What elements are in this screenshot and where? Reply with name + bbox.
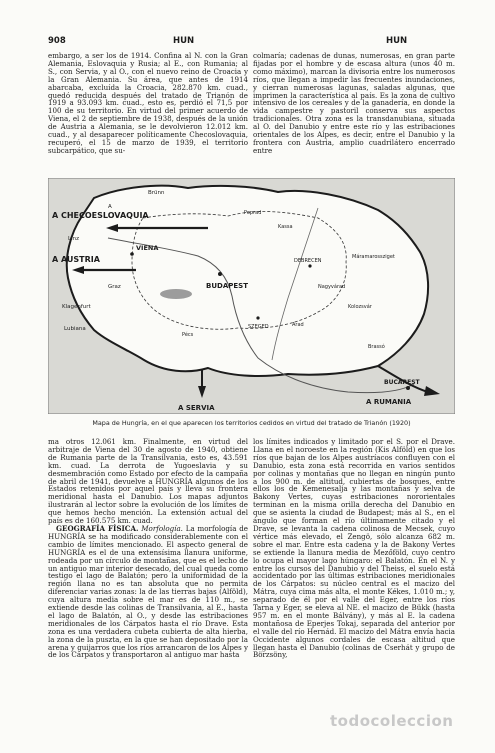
lake-balaton <box>160 289 192 299</box>
bottom-left-column <box>48 438 248 700</box>
label-debrecen: DEBRECEN <box>294 258 322 264</box>
paragraph: ma otros 12.061 km. Finalmente, en virtud del arbitraje de Viena del 30 de agosto de 1940, obtiene de Rumania parte de la Transilvania, esto es, 43.591 km. cuad. La derrota de Yugoeslavia y su desmembración como Estado por efecto de la campaña de abril de 1941, devuelve a HUNGRÍA algunos de los Estados retenidos por aquel país y lleva su frontera meridional hasta el Danubio. Los mapas adjuntos ilustrarán al lector sobre la evolución de los límites de que hemos hecho mención. La extensión actual del país es de 160.575 km. cuad. <box>48 438 248 526</box>
label-graz: Graz <box>108 284 121 290</box>
label-brunn: Brünn <box>148 190 165 196</box>
watermark: todocoleccion <box>330 712 454 730</box>
label-brasso: Brassó <box>368 344 385 350</box>
label-lubiana: Lubiana <box>64 326 86 332</box>
city-bucarest-marker <box>406 386 410 390</box>
running-head-right: HUN <box>386 36 408 46</box>
label-rumania: A RUMANIA <box>366 398 412 406</box>
label-maramaros: Máramarossziget <box>352 254 395 260</box>
map-caption: Mapa de Hungría, en el que aparecen los territorios cedidos en virtud del tratado de Trianón (1920) <box>92 419 411 427</box>
section-heading: GEOGRAFÍA FÍSICA. <box>56 523 139 533</box>
section-body: La morfología de HUNGRÍA se ha modificado considerablemente con el cambio de límites mencionado. El aspecto general de HUNGRÍA es el de una extensísima llanura uniforme, rodeada por un círculo de montañas, que es el lecho de un antiguo mar interior desecado, del cual queda como testigo el lago de Balatón; pero la uniformidad de la región llana no es tan absoluta que no permita diferenciar varias zonas: la de las tierras bajas (Alföld), cuya altura media sobre el mar es de 110 m., se extiende desde las colinas de Transilvania, al E., hasta el lago de Balatón, al O., y desde las estribaciones meridionales de los Cárpatos hasta el río Drave. Esta zona es una verdadera cubeta cubierta de alta hierba, la zona de la puszta, en la que se han depositado por la arena y guijarros que los ríos arrancaron de los Alpes y de los Cárpatos y transportaron al antiguo mar hasta <box>48 523 248 660</box>
label-pecs: Pécs <box>182 332 194 338</box>
label-nagyvarad: Nagyvárad <box>318 284 346 290</box>
page-header <box>48 36 455 48</box>
city-budapest-marker <box>218 272 222 276</box>
top-right-column <box>253 52 455 174</box>
label-bucarest: BUCAREST <box>384 379 420 386</box>
paragraph: embargo, a ser los de 1914. Confina al N. con la Gran Alemania, Eslovaquia y Rusia; al E., con Rumania; al S., con Servia, y al O., con el nuevo reino de Croacia y la Gran Alemania. Su área, que antes de 1914 abarcaba, excluída la Croacia, 282.870 km. cuad., quedó reducida después del tratado de Trianón de 1919 a 93.093 km. cuad., esto es, perdió el 71,5 por 100 de su territorio. En virtud del primer acuerdo de Viena, el 2 de septiembre de 1938, después de la unión de Austria a Alemania, se le devolvieron 12.012 km. cuad., y al desaparecer políticamente Checoslovaquia, recuperó, el 15 de marzo de 1939, el territorio subcarpático, que su- <box>48 52 248 155</box>
hungary-map <box>48 178 455 414</box>
label-klagenfurt: Klagenfurt <box>62 304 91 310</box>
running-head-left: HUN <box>173 36 195 46</box>
label-szeged: SZEGED <box>248 324 269 330</box>
paragraph: colmaría; cadenas de dunas, numerosas, en gran parte fijadas por el hombre y de escasa altura (unos 40 m. como máximo), marcan la divisoria entre los numerosos ríos, que llegan a impedir las frecuentes inundaciones, y cierran numerosas lagunas, saladas algunas, que imprimen la característica al país. Es la zona de cultivo intensivo de los cereales y de la ganadería, en donde la vida campestre y pastoril conserva sus aspectos tradicionales. Otra zona es la transdanubiana, situada al O. del Danubio y entre este río y las estribaciones orientales de los Alpes, es decir, entre el Danubio y la frontera con Austria, amplio cuadrilátero encerrado entre <box>253 52 455 155</box>
bottom-right-column <box>253 438 455 700</box>
label-budapest: BUDAPEST <box>206 282 248 290</box>
top-left-column <box>48 52 248 174</box>
label-poprad: Poprad <box>244 210 262 216</box>
label-arad: Arad <box>292 322 304 328</box>
page-number: 908 <box>48 36 66 46</box>
label-linz: Linz <box>68 236 79 242</box>
label-kolozsvar: Kolozsvár <box>348 304 372 310</box>
section-subheading: Morfología. <box>141 523 183 533</box>
section-paragraph <box>48 525 248 659</box>
city-debrecen-marker <box>308 264 311 267</box>
label-kassa: Kassa <box>278 224 293 230</box>
city-szeged-marker <box>256 316 259 319</box>
label-checoslovaquia: A CHECOESLOVAQUIA <box>52 211 149 220</box>
label-austria: A AUSTRIA <box>52 255 100 264</box>
paragraph: los límites indicados y limitado por el S. por el Drave. Llana en el noroeste en la región (Kis Alföld) en que los ríos que bajan de los Alpes austríacos confluyen con el Danubio, esta zona está recorrida en varios sentidos por colinas y montañas que no llegan en ningún punto a los 900 m. de altitud, cubiertas de bosques, entre ellos los de Kemenesalja y las montañas y selva de Bakony Vertes, cuyas estribaciones nororientales terminan en la misma orilla derecha del Danubio en que se asienta la ciudad de Budapest; más al S., en el ángulo que forman el río últimamente citado y el Drave, se levanta la cadena colinosa de Mecsek, cuyo vértice más elevado, el Zengö, sólo alcanza 682 m. sobre el mar. Entre esta cadena y la de Bakony Vertes se extiende la llanura media de Mezőföld, cuyo centro lo ocupa el mayor lago húngaro: el Balatón. En el N. y entre los cursos del Danubio y del Theiss, el suelo está accidentado por las últimas estribaciones meridionales de los Cárpatos: su núcleo central es el macizo del Mátra, cuya cima más alta, el monte Kékes, 1.010 m.; y, separado de él por el valle del Eger, entre los ríos Tarna y Eger, se eleva al NE. el macizo de Bükk (hasta 957 m. en el monte Bálvány), y más al E. la cadena montañosa de Eperjes Tokaj, separada del anterior por el valle del río Hernád. El macizo del Mátra envía hacia Occidente algunos cordales de escasa altitud que llegan hasta el Danubio (colinas de Cserhát y grupo de Börzsöny, <box>253 438 455 660</box>
label-servia: A SERVIA <box>178 404 215 412</box>
label-viena: VIENA <box>136 244 159 252</box>
city-viena-marker <box>130 252 134 256</box>
label-a-small: A <box>108 204 112 210</box>
